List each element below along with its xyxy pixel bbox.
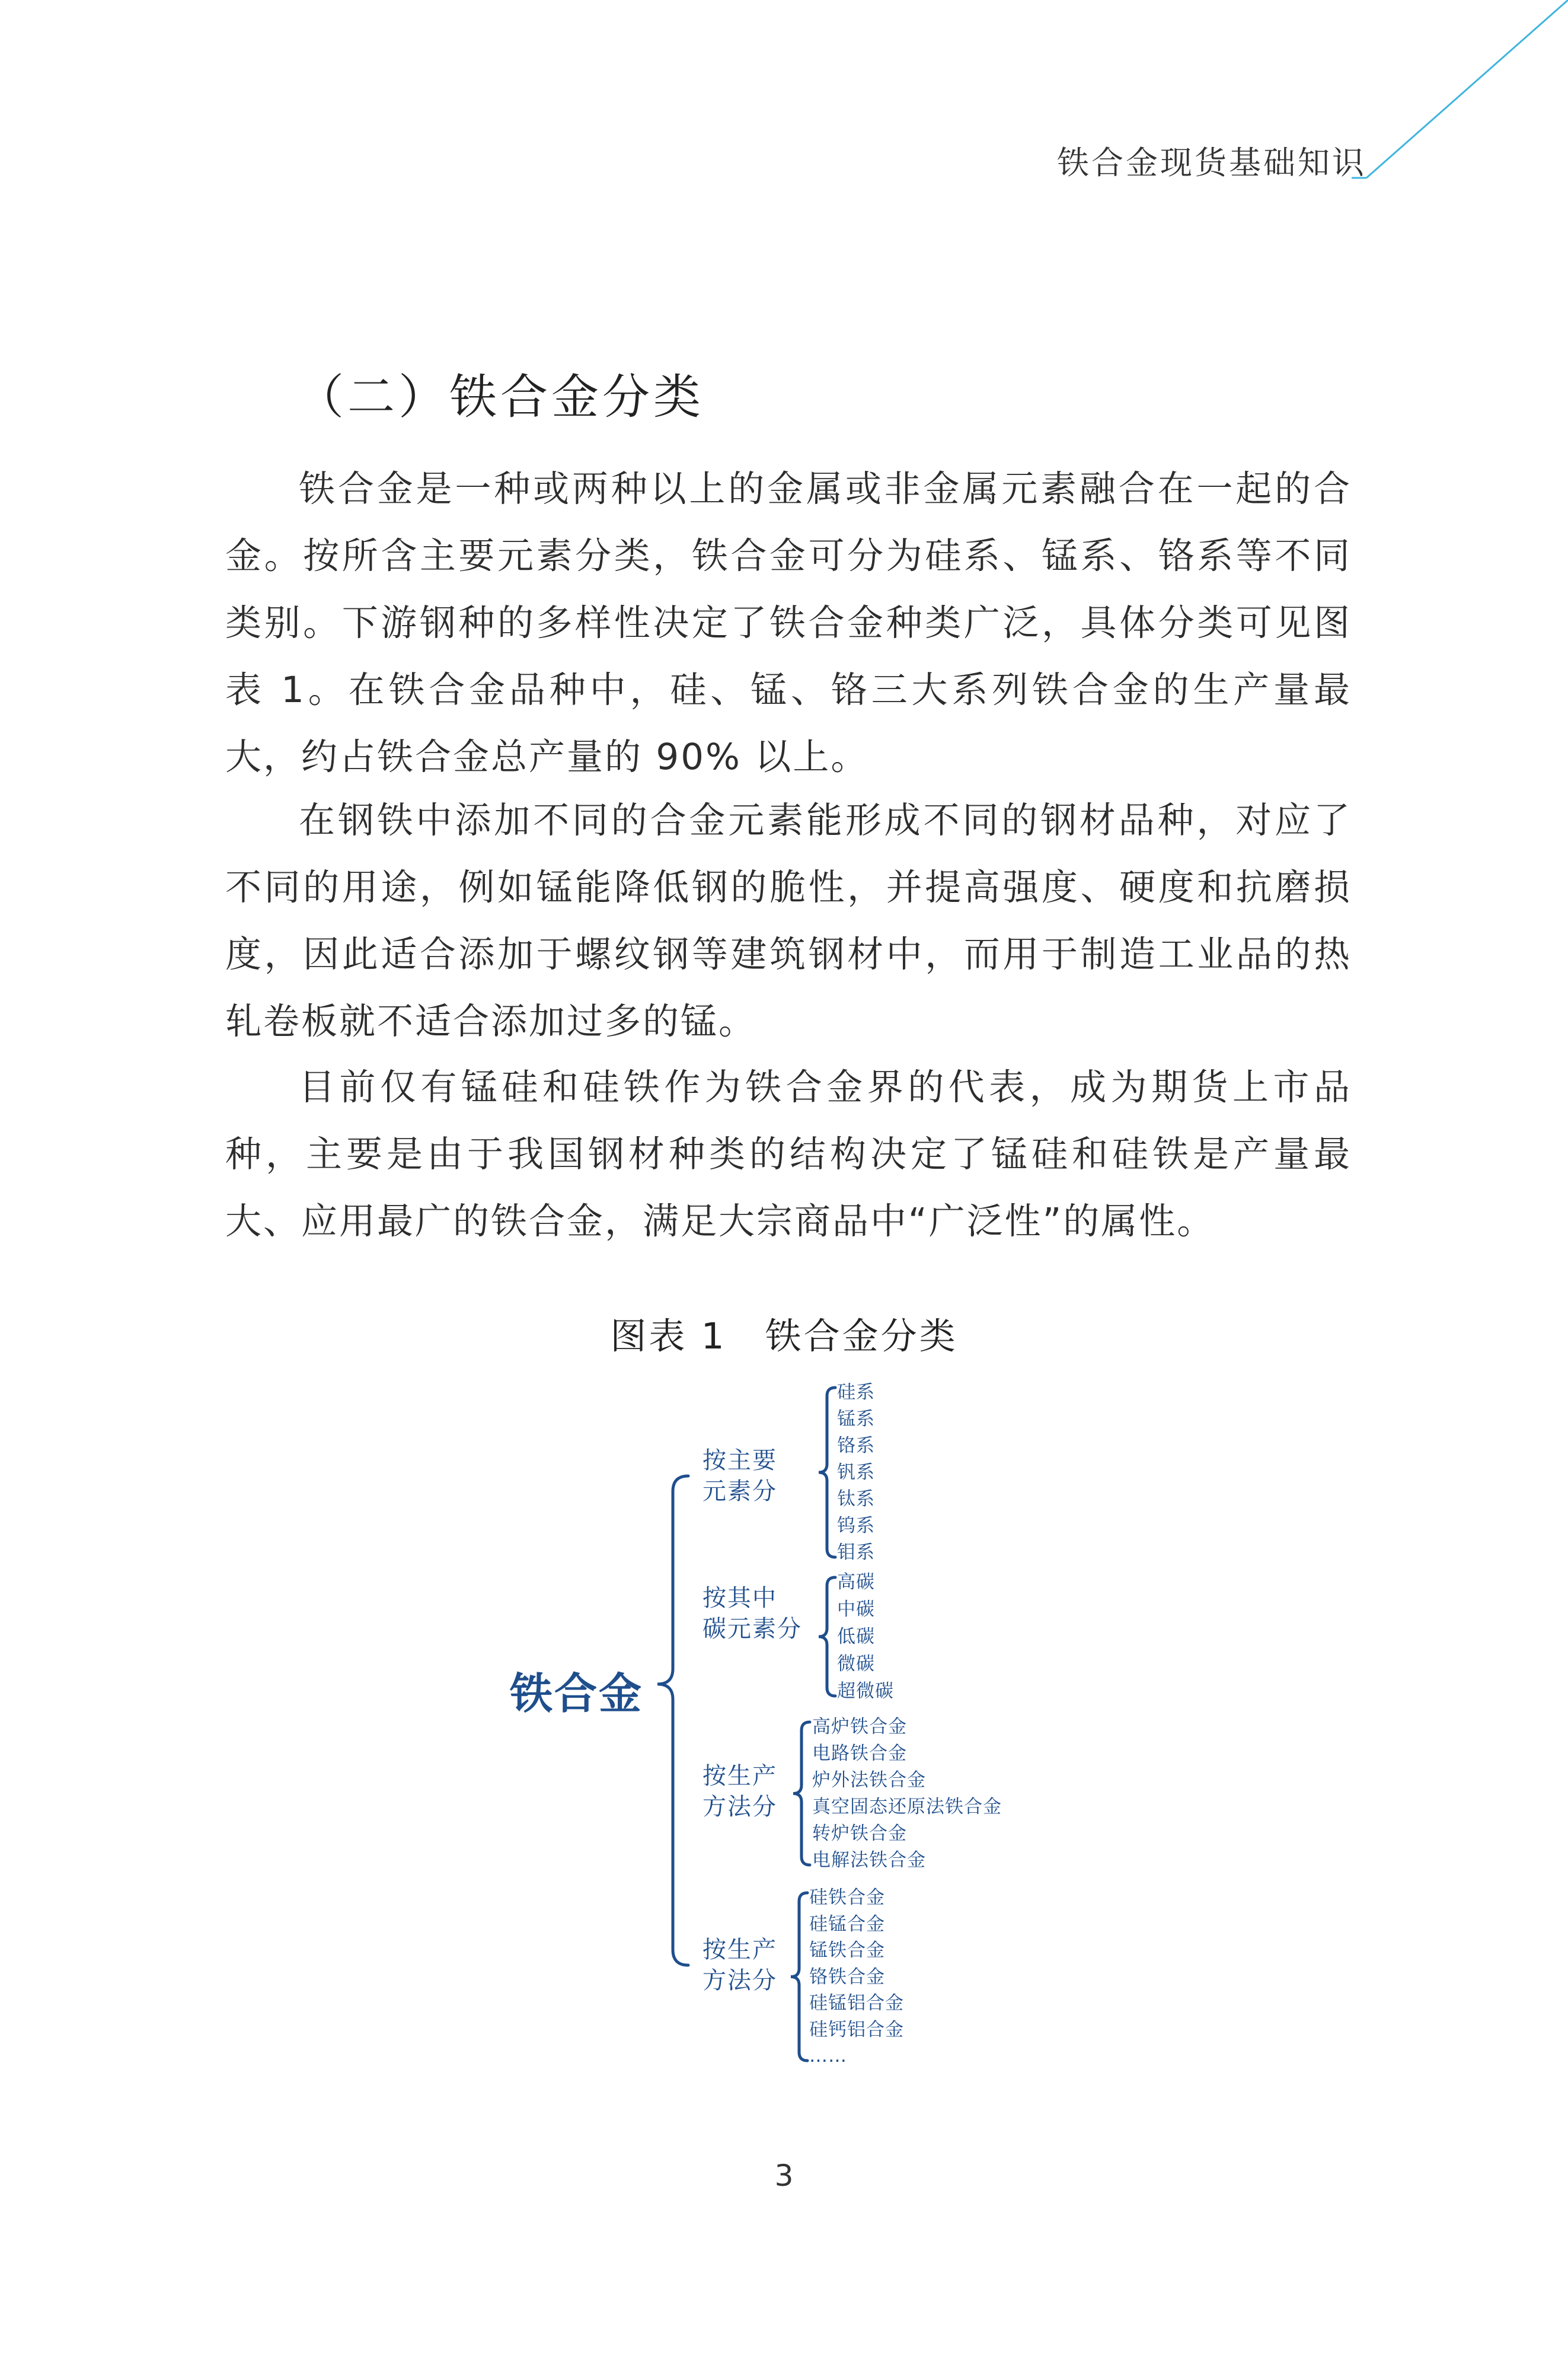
category-label: [702, 1583, 802, 1644]
figure-caption: 图表 1 铁合金分类: [610, 1315, 958, 1357]
leaf-item: 钒系: [837, 1462, 875, 1483]
category-label: [702, 1445, 777, 1507]
category-brace: [819, 1388, 835, 1557]
category-brace: [793, 1722, 810, 1865]
leaf-item: 钼系: [837, 1542, 875, 1563]
body-paragraph-1: 铁合金是一种或两种以上的金属或非金属元素融合在一起的合金。按所含主要元素分类，铁合金可分为硅系、锰系、铬系等不同类别。下游钢种的多样性决定了铁合金种类广泛，具体分类可见图表 1。在铁合金品种中，硅、锰、铬三大系列铁合金的生产量最大，约占铁合金总产量的 90% 以上。: [225, 468, 1352, 778]
category-brace: [819, 1577, 835, 1696]
body-paragraph-3: 目前仅有锰硅和硅铁作为铁合金界的代表，成为期货上市品种，主要是由于我国钢材种类的结构决定了锰硅和硅铁是产量最大、应用最广的铁合金，满足大宗商品中“广泛性”的属性。: [225, 1066, 1352, 1242]
category-label-line: 按生产: [702, 1936, 777, 1963]
leaf-item: 铬系: [837, 1435, 875, 1456]
category-label-line: 碳元素分: [702, 1615, 802, 1643]
category-label: [702, 1761, 777, 1822]
leaf-item: 硅锰铝合金: [809, 1992, 904, 2014]
leaf-item: 高碳: [837, 1571, 875, 1593]
leaf-item: ……: [809, 2045, 847, 2067]
leaf-item: 钛系: [837, 1488, 875, 1510]
tree-root-label: 铁合金: [510, 1669, 644, 1718]
leaf-item: 中碳: [837, 1599, 875, 1620]
section-title: （二）铁合金分类: [296, 369, 704, 425]
main-brace: [657, 1476, 688, 1965]
leaf-item: 电解法铁合金: [812, 1850, 926, 1871]
leaf-item: 锰系: [837, 1408, 875, 1430]
category-label-line: 方法分: [702, 1967, 777, 1994]
page-number: 3: [774, 2158, 794, 2193]
leaf-item: 微碳: [837, 1653, 875, 1675]
category-label-line: 按生产: [702, 1762, 777, 1790]
leaf-item: 铬铁合金: [809, 1966, 885, 1988]
leaf-item: 低碳: [837, 1626, 875, 1647]
leaf-item: 真空固态还原法铁合金: [812, 1796, 1002, 1818]
leaf-item: 转炉铁合金: [812, 1823, 907, 1844]
category-label-line: 按主要: [702, 1447, 777, 1474]
category-brace: [791, 1893, 807, 2061]
category-label-line: 按其中: [702, 1584, 777, 1612]
leaf-item: 硅系: [837, 1382, 875, 1403]
leaf-item: 硅锰合金: [809, 1913, 885, 1935]
body-paragraph-2: 在钢铁中添加不同的合金元素能形成不同的钢材品种，对应了不同的用途，例如锰能降低钢的脆性，并提高强度、硬度和抗磨损度，因此适合添加于螺纹钢等建筑钢材中，而用于制造工业品的热轧卷板就不适合添加过多的锰。: [225, 799, 1352, 1042]
running-header-title: 铁合金现货基础知识: [1057, 144, 1366, 181]
leaf-item: 锰铁合金: [809, 1940, 885, 1961]
category-label-line: 元素分: [702, 1478, 777, 1505]
category-label: [702, 1934, 777, 1996]
category-label-line: 方法分: [702, 1793, 777, 1820]
leaf-item: 炉外法铁合金: [812, 1769, 926, 1791]
leaf-item: 电路铁合金: [812, 1743, 907, 1764]
leaf-item: 超微碳: [837, 1681, 894, 1702]
leaf-item: 高炉铁合金: [812, 1716, 907, 1737]
leaf-item: 硅钙铝合金: [809, 2019, 904, 2040]
leaf-item: 硅铁合金: [809, 1887, 885, 1908]
leaf-item: 钨系: [837, 1515, 875, 1536]
